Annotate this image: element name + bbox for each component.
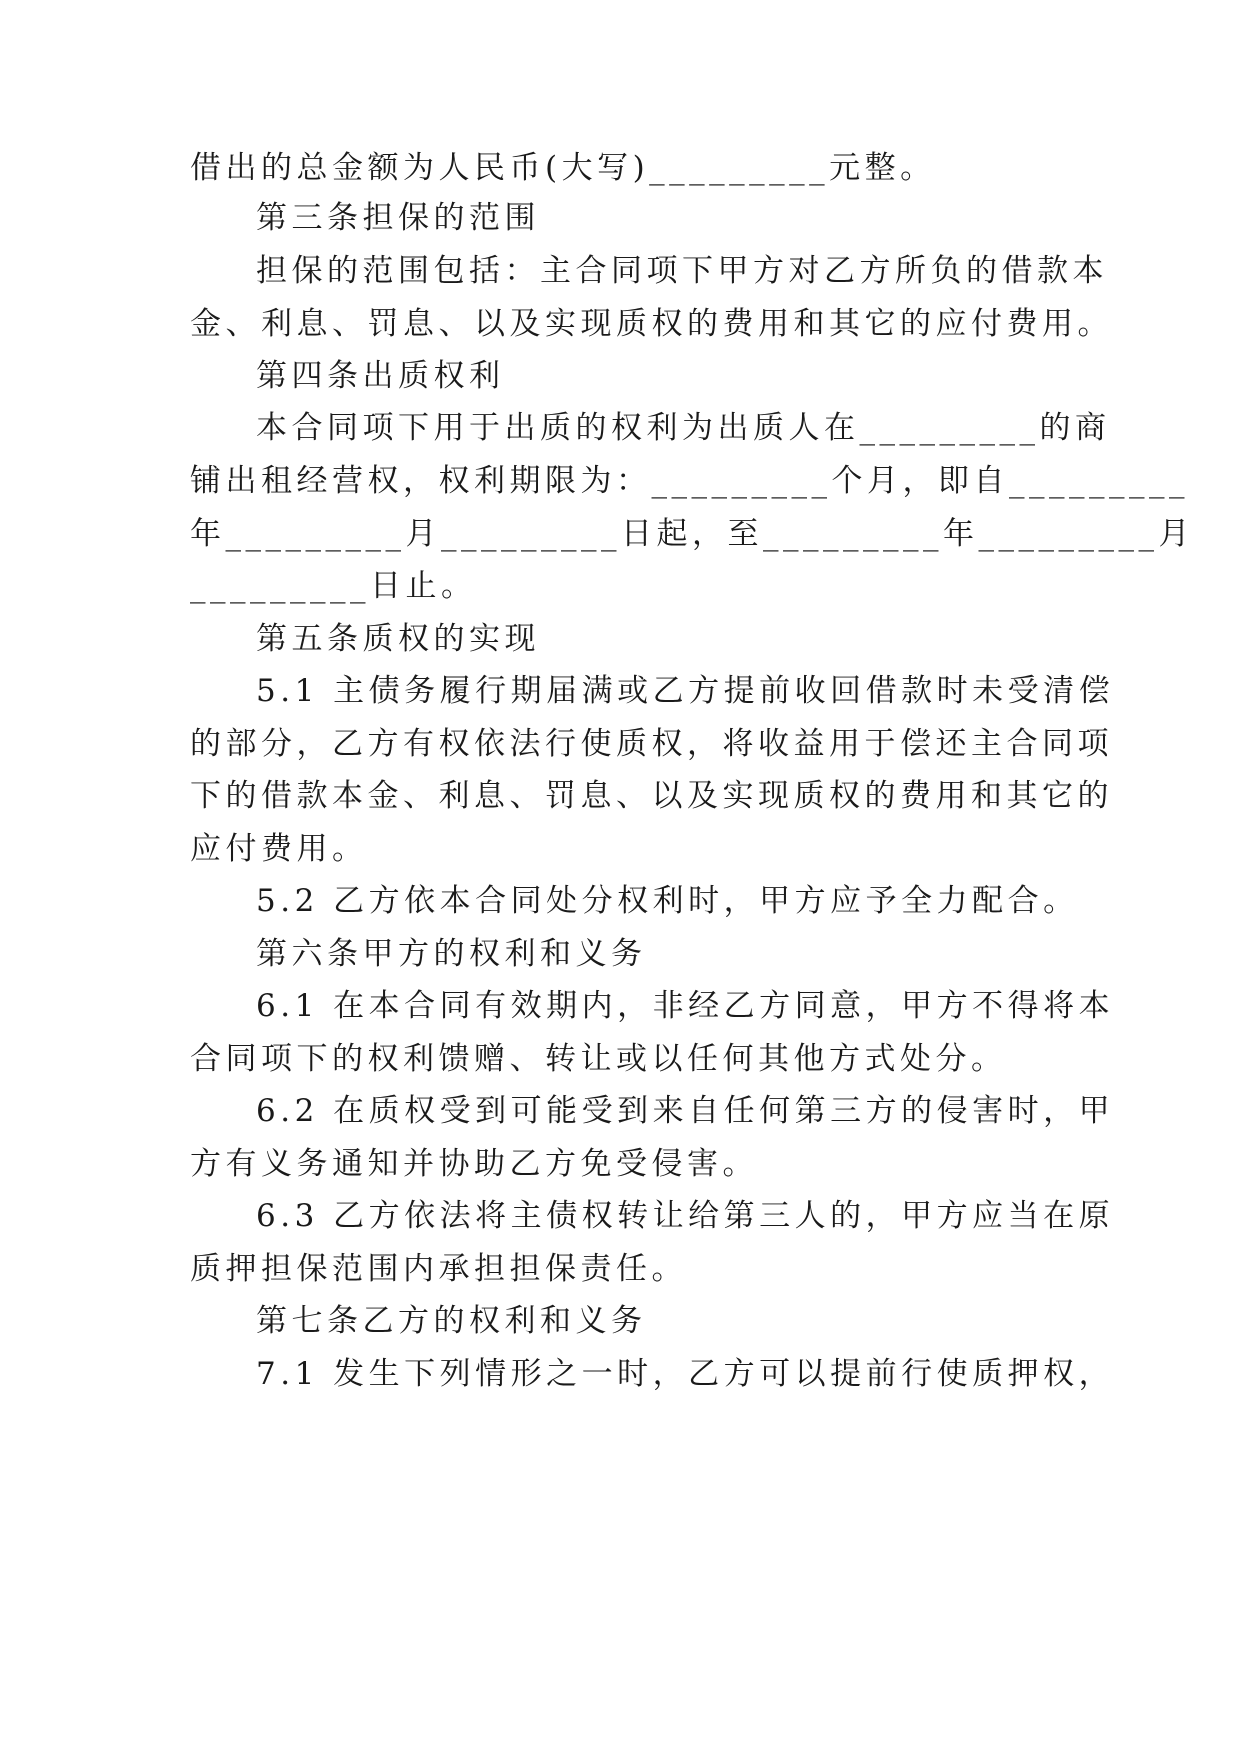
section-heading: 第七条乙方的权利和义务 — [256, 1303, 647, 1339]
text-line: 铺出租经营权，权利期限为：_________个月，即自_________ — [190, 463, 1189, 499]
clause-text: 7.1 发生下列情形之一时，乙方可以提前行使质押权， — [256, 1356, 1115, 1392]
clause-text: 6.3 乙方依法将主债权转让给第三人的，甲方应当在原 — [256, 1198, 1115, 1234]
text-line: 借出的总金额为人民币(大写)_________元整。 — [190, 150, 936, 186]
clause-text: 6.2 在质权受到可能受到来自任何第三方的侵害时，甲 — [256, 1093, 1115, 1129]
text-line: 应付费用。 — [190, 831, 368, 867]
text-line: 质押担保范围内承担担保责任。 — [190, 1251, 687, 1287]
text-line: 合同项下的权利馈赠、转让或以任何其他方式处分。 — [190, 1041, 1007, 1077]
section-heading: 第六条甲方的权利和义务 — [256, 936, 647, 972]
section-heading: 第五条质权的实现 — [256, 621, 540, 657]
text-line: 下的借款本金、利息、罚息、以及实现质权的费用和其它的 — [190, 778, 1113, 814]
section-heading: 第四条出质权利 — [256, 358, 505, 394]
text-line: 担保的范围包括：主合同项下甲方对乙方所负的借款本 — [256, 253, 1108, 289]
clause-text: 5.1 主债务履行期届满或乙方提前收回借款时未受清偿 — [256, 673, 1115, 709]
section-heading: 第三条担保的范围 — [256, 200, 540, 236]
text-line: 本合同项下用于出质的权利为出质人在_________的商 — [256, 410, 1111, 446]
clause-text: 6.1 在本合同有效期内，非经乙方同意，甲方不得将本 — [256, 988, 1115, 1024]
text-line: _________日止。 — [190, 568, 477, 604]
clause-text: 5.2 乙方依本合同处分权利时，甲方应予全力配合。 — [256, 883, 1079, 919]
text-line: 年_________月_________日起，至_________年_________月 — [190, 516, 1194, 552]
text-line: 的部分，乙方有权依法行使质权，将收益用于偿还主合同项 — [190, 726, 1113, 762]
text-line: 金、利息、罚息、以及实现质权的费用和其它的应付费用。 — [190, 306, 1113, 342]
text-line: 方有义务通知并协助乙方免受侵害。 — [190, 1146, 758, 1182]
